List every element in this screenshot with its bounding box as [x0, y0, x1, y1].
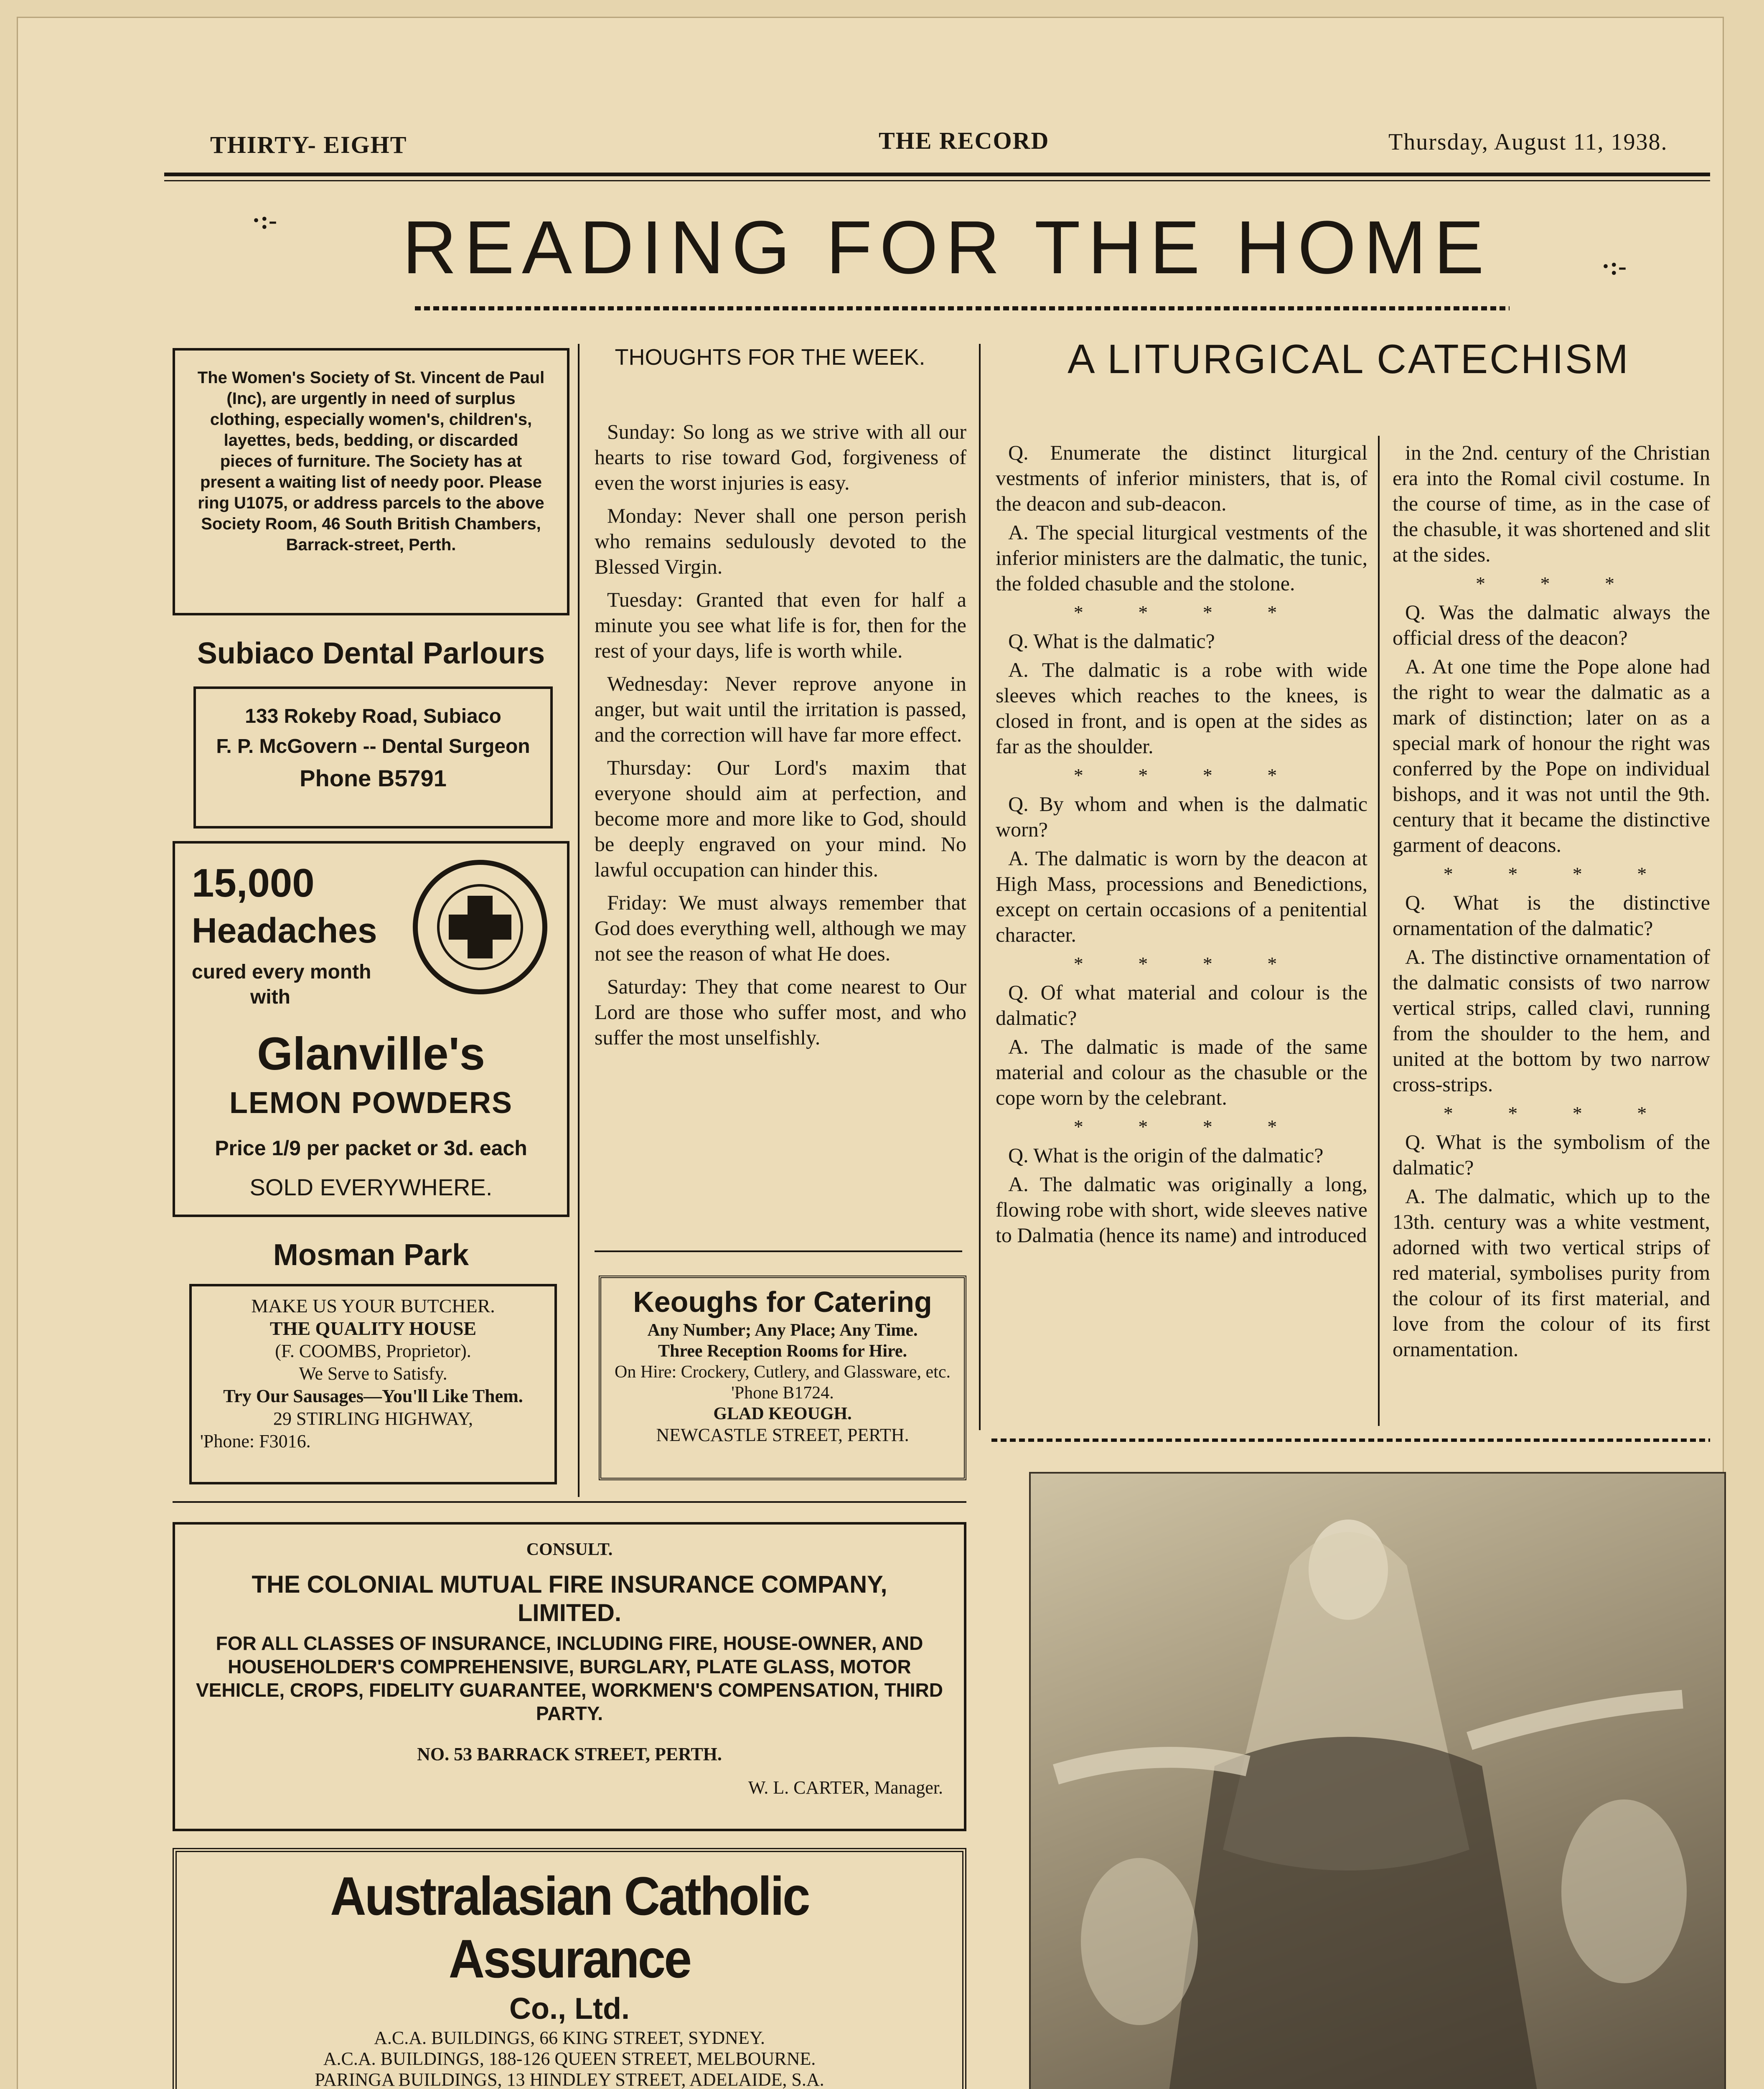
colonial-title: THE COLONIAL MUTUAL FIRE INSURANCE COMPANY, LIMITED.: [252, 1571, 887, 1626]
thoughts-tuesday: Tuesday: Granted that even for half a minute you see what life is for, then for the rest of your days, life is worth while.: [595, 588, 966, 662]
column-divider-2: [979, 344, 981, 1430]
catechism-paragraph: A. The dalmatic is worn by the deacon at High Mass, processions and Benedictions, except on certain occasions of a penitential character.: [996, 846, 1367, 946]
keoughs-line1: Any Number; Any Place; Any Time.: [647, 1321, 918, 1340]
catechism-title: A LITURGICAL CATECHISM: [1068, 336, 1630, 382]
aca-title: Australasian Catholic Assurance: [330, 1865, 809, 1989]
vincent-notice-text: The Women's Society of St. Vincent de Paul (Inc), are urgently in need of surplus clothing, especially women's, children's, layettes, beds, bedding, or discarded pieces of furniture. The Society has at present a waiting list of needy poor. Please ring U1075, or address parcels to the above Society Room, 46 South British Chambers, Barrack-street, Perth.: [197, 368, 545, 554]
catechism-separator: * * *: [1476, 573, 1639, 594]
mosman-phone: 'Phone: F3016.: [200, 1431, 311, 1451]
glanville-cured: cured every month: [192, 961, 371, 983]
catechism-paragraph: A. The special liturgical vestments of the inferior ministers are the dalmatic, the tunic, the folded chasuble and the stolone.: [996, 521, 1367, 595]
catechism-separator: * * * *: [1073, 765, 1302, 786]
catechism-separator: * * * *: [1073, 953, 1302, 974]
glanville-headaches: Headaches: [192, 911, 377, 950]
assumption-photo: [1029, 1472, 1726, 2089]
banner-title: READING FOR THE HOME: [402, 206, 1492, 290]
glanville-price: Price 1/9 per packet or 3d. each: [215, 1136, 527, 1160]
paper-name: THE RECORD: [879, 127, 1050, 154]
dental-surgeon: F. P. McGovern -- Dental Surgeon: [216, 735, 530, 757]
catechism-paragraph: A. The dalmatic, which up to the 13th. century was a white vestment, adorned with two vertical strips of red material, symbolises purity from the colour of its first material, and love from the colour of its first ornamentation.: [1393, 1184, 1710, 1361]
catechism-paragraph: Q. What is the origin of the dalmatic?: [1008, 1144, 1324, 1167]
mosman-line4: We Serve to Satisfy.: [299, 1363, 447, 1384]
aca-co: Co., Ltd.: [509, 1992, 630, 2025]
glanville-with: with: [250, 986, 290, 1008]
thoughts-body: [595, 419, 966, 1058]
glanville-brand: Glanville's: [257, 1028, 485, 1080]
catechism-separator: * * * *: [1443, 1103, 1672, 1124]
catechism-paragraph: in the 2nd. century of the Christian era into the Romal civil costume. In the course of time, as in the case of the chasuble, it was shortened and slit at the sides.: [1393, 441, 1710, 566]
vincent-notice-box: [173, 348, 569, 615]
aca-box: [173, 1848, 966, 2089]
mosman-heading: Mosman Park: [273, 1238, 469, 1272]
thoughts-monday: Monday: Never shall one person perish who remains sedulously devoted to the Blessed Virgin.: [595, 504, 966, 578]
catechism-paragraph: A. The dalmatic is made of the same material and colour as the chasuble or the cope worn by the celebrant.: [996, 1035, 1367, 1109]
keoughs-line3: On Hire: Crockery, Cutlery, and Glassware, etc. 'Phone B1724.: [615, 1362, 951, 1403]
colonial-box: [173, 1522, 966, 1831]
catechism-paragraph: Q. What is the dalmatic?: [1008, 629, 1215, 653]
catechism-col1: [996, 440, 1367, 1251]
catechism-separator: * * * *: [1443, 863, 1672, 884]
aca-addr2: A.C.A. BUILDINGS, 188-126 QUEEN STREET, MELBOURNE.: [323, 2048, 816, 2069]
catechism-paragraph: A. The distinctive ornamentation of the dalmatic consists of two narrow vertical strips, called clavi, running from the shoulder to the hem, and united at the bottom by two narrow cross-strips.: [1393, 945, 1710, 1096]
keoughs-line2: Three Reception Rooms for Hire.: [658, 1342, 907, 1361]
keoughs-title: Keoughs for Catering: [633, 1286, 932, 1318]
glanville-sold: SOLD EVERYWHERE.: [249, 1174, 493, 1200]
keoughs-box: [599, 1276, 966, 1480]
catechism-paragraph: A. The dalmatic was originally a long, flowing robe with short, wide sleeves native to Dalmatia (hence its name) and introduced: [996, 1172, 1367, 1247]
mosman-line2: THE QUALITY HOUSE: [269, 1318, 477, 1339]
colonial-consult: CONSULT.: [526, 1540, 613, 1559]
dental-phone: Phone B5791: [300, 765, 447, 791]
catechism-divider: [1378, 436, 1380, 1426]
banner-ornament-right: ·:-: [1601, 252, 1627, 280]
catechism-paragraph: A. At one time the Pope alone had the right to wear the dalmatic as a mark of distinction; later on as a special mark of honour the right was conferred by the Pope on individual bishops, and it was not until the 9th. century that it became the distinctive garment of deacons.: [1393, 655, 1710, 856]
section-rule: [173, 1501, 966, 1503]
mosman-line3: (F. COOMBS, Proprietor).: [275, 1341, 471, 1361]
banner-ornament-left: ·:-: [252, 206, 277, 234]
mosman-line1: MAKE US YOUR BUTCHER.: [251, 1295, 495, 1316]
issue-date: Thursday, August 11, 1938.: [1388, 129, 1668, 155]
catechism-separator: * * * *: [1073, 1116, 1302, 1137]
page-number: THIRTY- EIGHT: [210, 131, 407, 158]
thoughts-saturday: Saturday: They that come nearest to Our Lord are those who suffer most, and who suffer the most unselfishly.: [595, 975, 966, 1049]
assumption-figure-illustration: [1031, 1474, 1724, 2089]
glanville-count: 15,000: [192, 861, 315, 905]
catechism-paragraph: Q. Enumerate the distinct liturgical vestments of inferior ministers, that is, of the deacon and sub-deacon.: [996, 441, 1367, 515]
catechism-col2: [1393, 440, 1710, 1365]
glanville-seal-icon: [409, 856, 551, 998]
colonial-body: FOR ALL CLASSES OF INSURANCE, INCLUDING FIRE, HOUSE-OWNER, AND HOUSEHOLDER'S COMPREHENSIVE, BURGLARY, PLATE GLASS, MOTOR VEHICLE, CROPS, FIDELITY GUARANTEE, WORKMEN'S COMPENSATION, THIRD PARTY.: [196, 1632, 943, 1724]
keoughs-line4: GLAD KEOUGH.: [713, 1404, 852, 1423]
colonial-address: NO. 53 BARRACK STREET, PERTH.: [417, 1744, 722, 1764]
colonial-manager: W. L. CARTER, Manager.: [748, 1777, 943, 1798]
thoughts-title: THOUGHTS FOR THE WEEK.: [615, 345, 925, 370]
thoughts-friday: Friday: We must always remember that God does everything well, although we may not see the reason of what He does.: [595, 891, 966, 965]
catechism-paragraph: Q. What is the symbolism of the dalmatic?: [1393, 1130, 1710, 1179]
dental-title: Subiaco Dental Parlours: [197, 637, 545, 670]
dental-address: 133 Rokeby Road, Subiaco: [245, 705, 501, 727]
keoughs-line5: NEWCASTLE STREET, PERTH.: [656, 1425, 909, 1445]
header-rule-thin: [164, 180, 1710, 181]
glanville-product: LEMON POWDERS: [229, 1086, 513, 1120]
thoughts-thursday: Thursday: Our Lord's maxim that everyone should aim at perfection, and become more and more like to God, should be deeply engraved on your mind. No lawful occupation can hinder this.: [595, 756, 966, 881]
thoughts-wednesday: Wednesday: Never reprove anyone in anger, but wait until the irritation is passed, and the correction will have far more effect.: [595, 672, 966, 746]
catechism-paragraph: Q. By whom and when is the dalmatic worn?: [996, 792, 1367, 841]
catechism-paragraph: A. The dalmatic is a robe with wide sleeves which reaches to the knees, is closed in front, and is open at the sides as far as the shoulder.: [996, 658, 1367, 758]
aca-addr3: PARINGA BUILDINGS, 13 HINDLEY STREET, ADELAIDE, S.A.: [315, 2069, 824, 2089]
catechism-paragraph: Q. What is the distinctive ornamentation of the dalmatic?: [1393, 891, 1710, 940]
dental-box: [193, 686, 553, 828]
thoughts-sunday: Sunday: So long as we strive with all our hearts to rise toward God, forgiveness of even the worst injuries is easy.: [595, 420, 966, 494]
glanville-box: [173, 841, 569, 1217]
mosman-line6: 29 STIRLING HIGHWAY,: [273, 1408, 473, 1429]
catechism-paragraph: Q. Of what material and colour is the dalmatic?: [996, 981, 1367, 1029]
thoughts-rule: [595, 1250, 962, 1252]
catechism-bottom-rule: [991, 1438, 1710, 1442]
column-divider-1: [578, 344, 580, 1497]
aca-addr1: A.C.A. BUILDINGS, 66 KING STREET, SYDNEY.: [374, 2028, 765, 2048]
mosman-line5: Try Our Sausages—You'll Like Them.: [223, 1386, 523, 1406]
catechism-separator: * * * *: [1073, 602, 1302, 623]
catechism-paragraph: Q. Was the dalmatic always the official dress of the deacon?: [1393, 600, 1710, 649]
banner-underline: [415, 306, 1510, 310]
mosman-box: [189, 1284, 557, 1484]
header-rule: [164, 173, 1710, 176]
newspaper-page: [17, 17, 1724, 2089]
